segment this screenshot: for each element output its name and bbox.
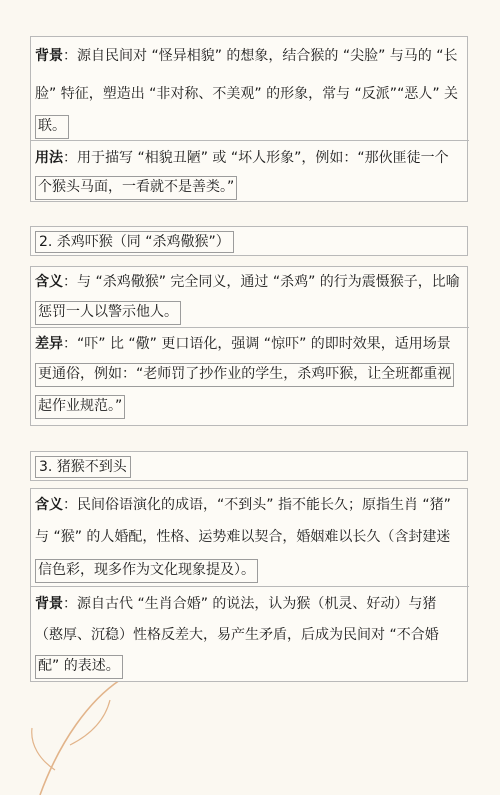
document-page bbox=[30, 0, 468, 795]
divider bbox=[31, 586, 469, 587]
background-line-1: 背景：源自古代 “生肖合婚” 的说法，认为猴（机灵、好动）与猪 bbox=[35, 596, 437, 612]
meaning-line-2: 与 “猴” 的人婚配，性格、运势难以契合，婚姻难以长久（含封建迷 bbox=[35, 529, 451, 545]
meaning-label: 含义 bbox=[35, 497, 63, 513]
section-1-block bbox=[30, 36, 468, 202]
section-3-heading: 3. 猪猴不到头 bbox=[35, 456, 131, 478]
usage-label: 用法 bbox=[35, 150, 63, 166]
background-line-3: 联。 bbox=[35, 115, 69, 139]
difference-line-3: 起作业规范。” bbox=[35, 395, 125, 419]
background-label: 背景 bbox=[35, 48, 63, 64]
divider bbox=[31, 140, 469, 141]
meaning-label: 含义 bbox=[35, 274, 63, 290]
background-label: 背景 bbox=[35, 596, 63, 612]
section-3-heading-block bbox=[30, 451, 468, 481]
section-2-heading: 2. 杀鸡吓猴（同 “杀鸡儆猴”） bbox=[35, 231, 234, 253]
section-2-block bbox=[30, 266, 468, 426]
meaning-line-1: 含义：与 “杀鸡儆猴” 完全同义，通过 “杀鸡” 的行为震慑猴子，比喻 bbox=[35, 274, 460, 290]
difference-line-2: 更通俗，例如：“老师罚了抄作业的学生，杀鸡吓猴，让全班都重视 bbox=[35, 363, 454, 387]
background-line-3: 配” 的表述。 bbox=[35, 655, 123, 679]
section-3-block bbox=[30, 488, 468, 682]
usage-line-2: 个猴头马面，一看就不是善类。” bbox=[35, 176, 237, 200]
difference-line-1: 差异：“吓” 比 “儆” 更口语化，强调 “惊吓” 的即时效果，适用场景 bbox=[35, 336, 451, 352]
difference-label: 差异 bbox=[35, 336, 63, 352]
background-line-1: 背景：源自民间对 “怪异相貌” 的想象，结合猴的 “尖脸” 与马的 “长 bbox=[35, 48, 458, 64]
divider bbox=[31, 327, 469, 328]
background-line-2: 脸” 特征，塑造出 “非对称、不美观” 的形象，常与 “反派”“恶人” 关 bbox=[35, 86, 459, 102]
meaning-line-2: 惩罚一人以警示他人。 bbox=[35, 301, 181, 325]
usage-line-1: 用法：用于描写 “相貌丑陋” 或 “坏人形象”，例如：“那伙匪徒一个 bbox=[35, 150, 449, 166]
background-line-2: （憨厚、沉稳）性格反差大，易产生矛盾，后成为民间对 “不合婚 bbox=[35, 627, 439, 643]
meaning-line-3: 信色彩，现多作为文化现象提及）。 bbox=[35, 559, 258, 583]
meaning-line-1: 含义：民间俗语演化的成语，“不到头” 指不能长久；原指生肖 “猪” bbox=[35, 497, 451, 513]
section-2-heading-block bbox=[30, 226, 468, 256]
